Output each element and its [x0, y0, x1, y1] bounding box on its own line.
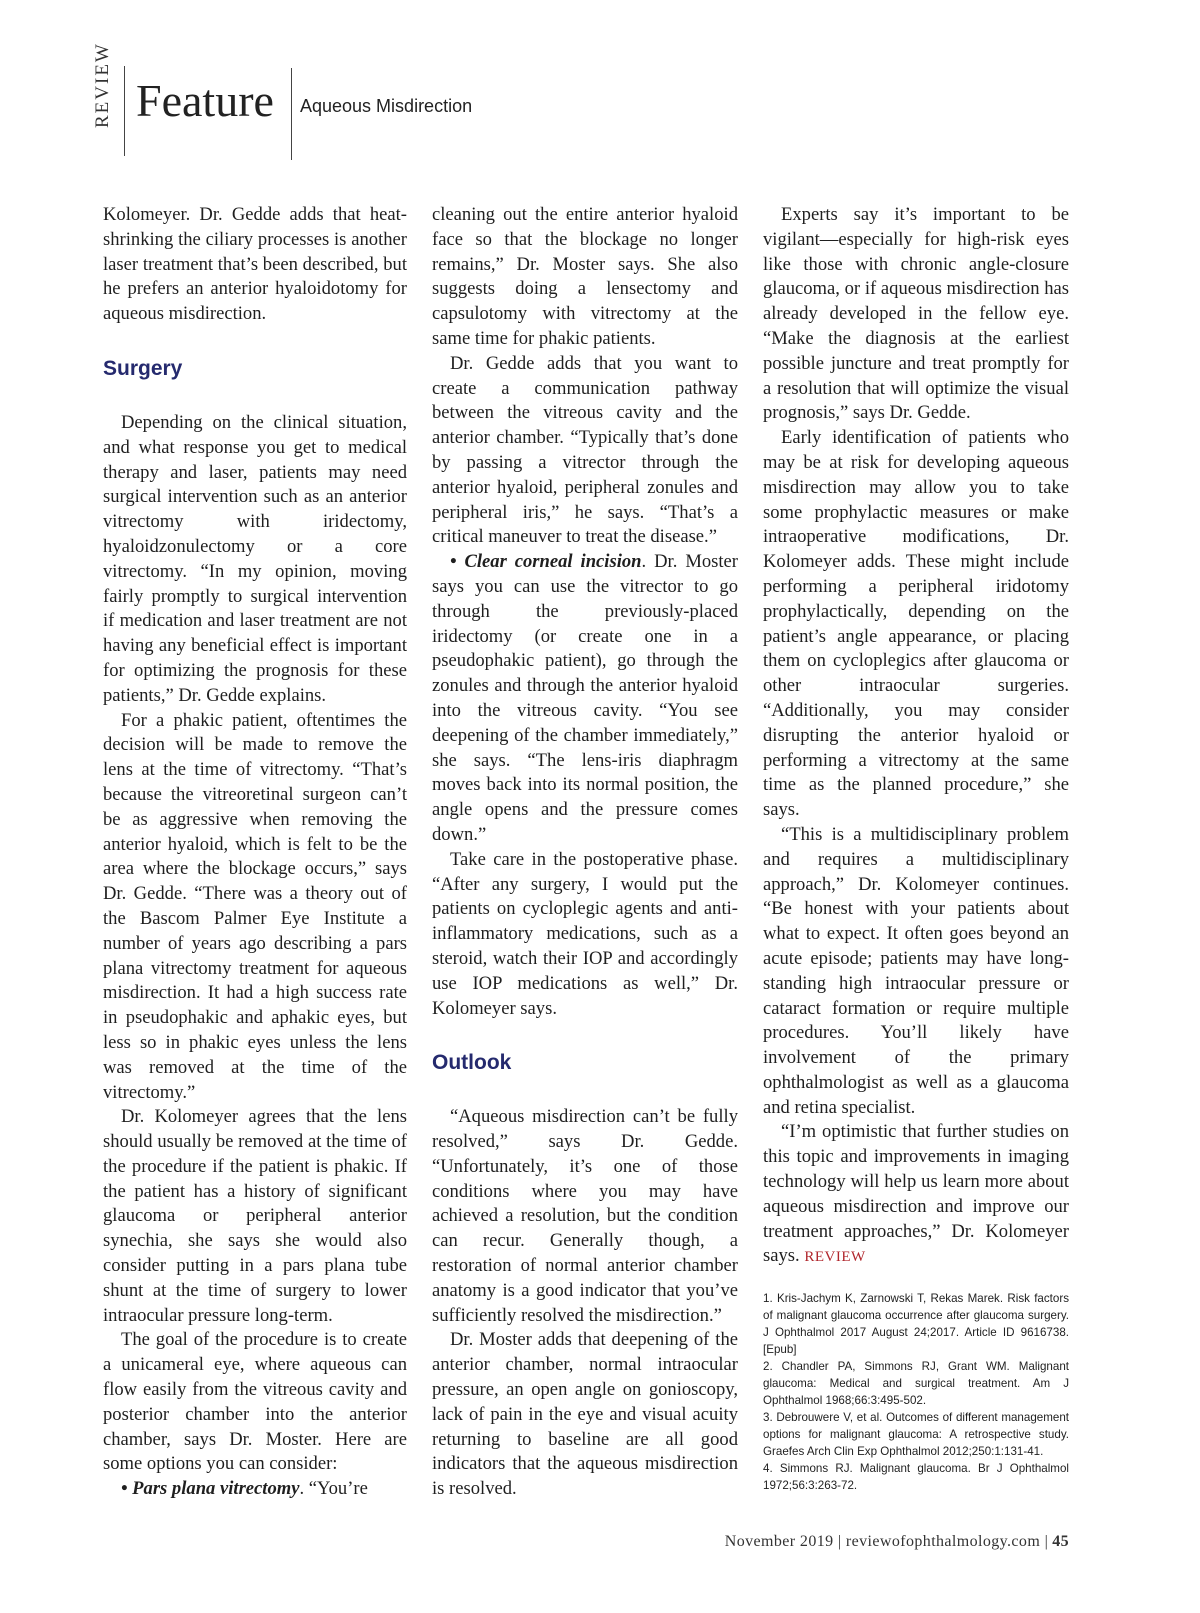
paragraph: The goal of the procedure is to create a unicameral eye, where aqueous can flow easily from the vitreous cavity and posterior chamber into the anterior chamber, says Dr. Moster. Here are some options you can consider:: [103, 1329, 407, 1475]
bullet-term: • Clear corneal incision: [450, 551, 642, 573]
bullet-term: • Pars plana vitrectomy: [121, 1478, 300, 1500]
paragraph: Dr. Moster adds that deepening of the anterior chamber, normal intraocular pressure, an open angle on gonioscopy, lack of pain in the eye and visual acuity returning to baseline are all good indicators that the aqueous misdirection is resolved.: [432, 1329, 738, 1500]
paragraph: Experts say it’s important to be vigilant—especially for high-risk eyes like those with chronic angle-closure glaucoma, or if aqueous misdirection has already developed in the fellow eye. “Make the diagnosis at the earliest possible juncture and treat promptly for a resolution that will optimize the visual prognosis,” says Dr. Gedde.: [763, 204, 1069, 424]
masthead-divider-left: [124, 66, 125, 156]
paragraph: Early identification of patients who may be at risk for developing aqueous misdirection may allow you to take some prophylactic measures or make intraoperative modifications, Dr. Kolomeyer adds. These might include performing a peripheral iridotomy prophylactically, depending on the patient’s angle appearance, or placing them on cycloplegics after glaucoma or other intraocular surgeries. “Additionally, you may consider disrupting the anterior hyaloid or performing a vitrectomy at the same time as the planned procedure,” she says.: [763, 427, 1069, 821]
paragraph: “This is a multidisciplinary problem and requires a multidisciplinary approach,” Dr. Kolomeyer continues. “Be honest with your patients about what to expect. It often goes beyond an acute episode; patients may have long-standing high intraocular pressure or cataract formation or require multiple procedures. You’ll likely have involvement of the primary ophthalmologist as well as a glaucoma and retina specialist.: [763, 823, 1069, 1118]
references-list: [763, 1290, 1069, 1494]
reference-item: 4. Simmons RJ. Malignant glaucoma. Br J Ophthalmol 1972;56:3:263-72.: [763, 1462, 1069, 1493]
feature-title: Feature: [136, 75, 274, 126]
review-end-tag: REVIEW: [804, 1249, 866, 1266]
footer-text: November 2019 | reviewofophthalmology.com |: [724, 1533, 1049, 1550]
paragraph: Depending on the clinical situation, and what response you get to medical therapy and laser, patients may need surgical intervention such as an anterior vitrectomy with iridectomy, hyaloidzonulectomy or a core vitrectomy. “In my opinion, moving fairly promptly to surgical intervention if medication and laser treatment are not having any beneficial effect is important for optimizing the prognosis for these patients,” Dr. Gedde explains.: [103, 411, 407, 706]
heading-outlook: Outlook: [432, 1051, 512, 1075]
paragraph: [763, 1120, 1069, 1270]
paragraph: Take care in the postoperative phase. “After any surgery, I would put the patients on cycloplegic agents and anti-inflammatory medications, such as a steroid, watch their IOP and accordingly use IOP medications as well,” Dr. Kolomeyer says.: [432, 848, 738, 1019]
paragraph: cleaning out the entire anterior hyaloid face so that the blockage no longer remains,” Dr. Moster says. She also suggests doing a lensectomy and capsulotomy with vitrectomy at the same time for phakic patients.: [432, 204, 738, 349]
article-column-1: [103, 203, 407, 1502]
paragraph: Dr. Kolomeyer agrees that the lens should usually be removed at the time of the procedure if the patient is phakic. If the patient has a history of significant glaucoma or peripheral anterior synechia, she says she would also consider putting in a pars plana tube shunt at the time of surgery to lower intraocular pressure long-term.: [103, 1106, 407, 1326]
section-label: Aqueous Misdirection: [300, 96, 473, 116]
article-column-3: [763, 203, 1069, 1494]
page-footer: [725, 1533, 1069, 1551]
paragraph: Kolomeyer. Dr. Gedde adds that heat-shrinking the ciliary processes is another laser treatment that’s been described, but he prefers an anterior hyaloidotomy for aqueous misdirection.: [103, 204, 407, 325]
masthead-divider-right: [291, 68, 292, 160]
review-vertical-logo: REVIEW: [92, 42, 113, 128]
reference-item: 1. Kris-Jachym K, Zarnowski T, Rekas Marek. Risk factors of malignant glaucoma occurrence after glaucoma surgery. J Ophthalmol 2017 August 24;2017. Article ID 9616738. [Epub]: [763, 1292, 1069, 1357]
bullet-text: . Dr. Moster says you can use the vitrector to go through the previously-placed iridectomy (or create one in a pseudophakic patient), go through the zonules and through the anterior hyaloid into the vitreous cavity. “You see deepening of the chamber immediately,” she says. “The lens-iris diaphragm moves back into its normal position, the angle opens and the pressure comes down.”: [432, 551, 738, 845]
bullet-text: . “You’re: [299, 1478, 368, 1500]
reference-item: 3. Debrouwere V, et al. Outcomes of different management options for malignant glaucoma: A retrospective study. Graefes Arch Clin Exp Ophthalmol 2012;250:1:131-41.: [763, 1411, 1069, 1459]
paragraph: Dr. Gedde adds that you want to create a communication pathway between the vitreous cavity and the anterior chamber. “Typically that’s done by passing a vitrector through the anterior hyaloid, peripheral zonules and peripheral iris,” he says. “That’s a critical maneuver to treat the disease.”: [432, 352, 738, 548]
closing-text: “I’m optimistic that further studies on this topic and improvements in imaging technology will help us learn more about aqueous misdirection and improve our treatment approaches,” Dr. Kolomeyer says.: [763, 1121, 1069, 1267]
reference-item: 2. Chandler PA, Simmons RJ, Grant WM. Malignant glaucoma: Medical and surgical treatment. Am J Ophthalmol 1968;66:3:495-502.: [763, 1360, 1069, 1408]
paragraph: “Aqueous misdirection can’t be fully resolved,” says Dr. Gedde. “Unfortunately, it’s one of those conditions where you may have achieved a resolution, but the condition can recur. Generally though, a restoration of normal anterior chamber anatomy is a good indicator that you’ve sufficiently resolved the misdirection.”: [432, 1106, 738, 1326]
bullet-paragraph: [432, 550, 738, 848]
paragraph: For a phakic patient, oftentimes the decision will be made to remove the lens at the time of vitrectomy. “That’s because the vitreoretinal surgeon can’t be as aggressive when removing the anterior hyaloid, which is felt to be the area where the blockage occurs,” says Dr. Gedde. “There was a theory out of the Bascom Palmer Eye Institute a number of years ago describing a pars plana vitrectomy treatment for aqueous misdirection. It had a high success rate in pseudophakic and aphakic eyes, but less so in phakic eyes unless the lens was removed at the time of the vitrectomy.”: [103, 709, 407, 1103]
page-number: 45: [1052, 1533, 1069, 1550]
bullet-paragraph: [103, 1477, 407, 1502]
heading-surgery: Surgery: [103, 356, 183, 380]
article-column-2: [432, 203, 738, 1502]
